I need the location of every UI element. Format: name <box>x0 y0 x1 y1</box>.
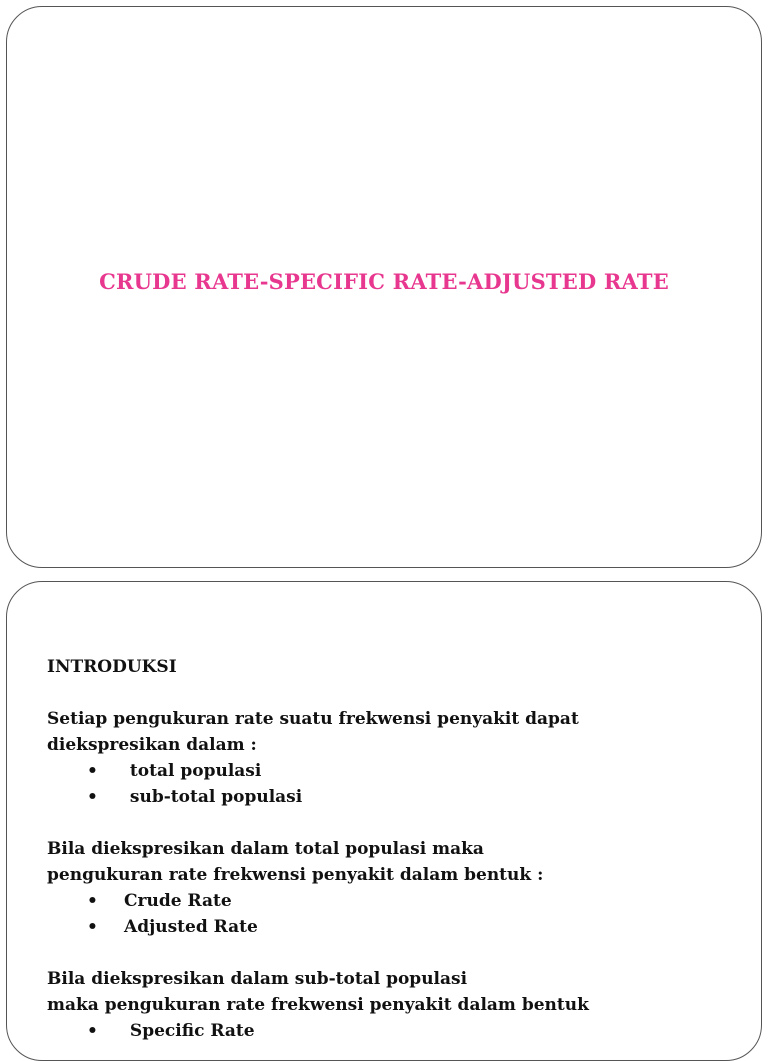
paragraph-line: Bila diekspresikan dalam sub-total populasi <box>47 969 468 989</box>
bullet-list <box>47 1018 731 1044</box>
list-item-label: Adjusted Rate <box>124 917 258 937</box>
slide-content <box>47 654 731 1044</box>
paragraph-line: Bila diekspresikan dalam total populasi maka <box>47 839 484 859</box>
paragraph-line: pengukuran rate frekwensi penyakit dalam bentuk : <box>47 865 544 885</box>
bullet-icon: • <box>87 787 98 807</box>
section-total-population <box>47 836 731 940</box>
list-item-label: Specific Rate <box>124 1021 255 1041</box>
list-item-label: Crude Rate <box>124 891 232 911</box>
section-expression <box>47 706 731 810</box>
paragraph-line: diekspresikan dalam : <box>47 735 257 755</box>
paragraph-line: Setiap pengukuran rate suatu frekwensi penyakit dapat <box>47 709 579 729</box>
list-item <box>47 914 731 940</box>
list-item-label: total populasi <box>124 761 262 781</box>
list-item <box>47 758 731 784</box>
bullet-list <box>47 758 731 810</box>
title-slide <box>6 6 762 568</box>
bullet-icon: • <box>87 891 98 911</box>
list-item <box>47 1018 731 1044</box>
list-item <box>47 784 731 810</box>
section-subtotal-population <box>47 966 731 1044</box>
paragraph-line: maka pengukuran rate frekwensi penyakit dalam bentuk <box>47 995 589 1015</box>
bullet-list <box>47 888 731 940</box>
list-item <box>47 888 731 914</box>
introduction-slide <box>6 581 762 1061</box>
section-heading: INTRODUKSI <box>47 657 177 677</box>
list-item-label: sub-total populasi <box>124 787 303 807</box>
bullet-icon: • <box>87 917 98 937</box>
slide-title: CRUDE RATE-SPECIFIC RATE-ADJUSTED RATE <box>99 269 669 294</box>
bullet-icon: • <box>87 1021 98 1041</box>
bullet-icon: • <box>87 761 98 781</box>
